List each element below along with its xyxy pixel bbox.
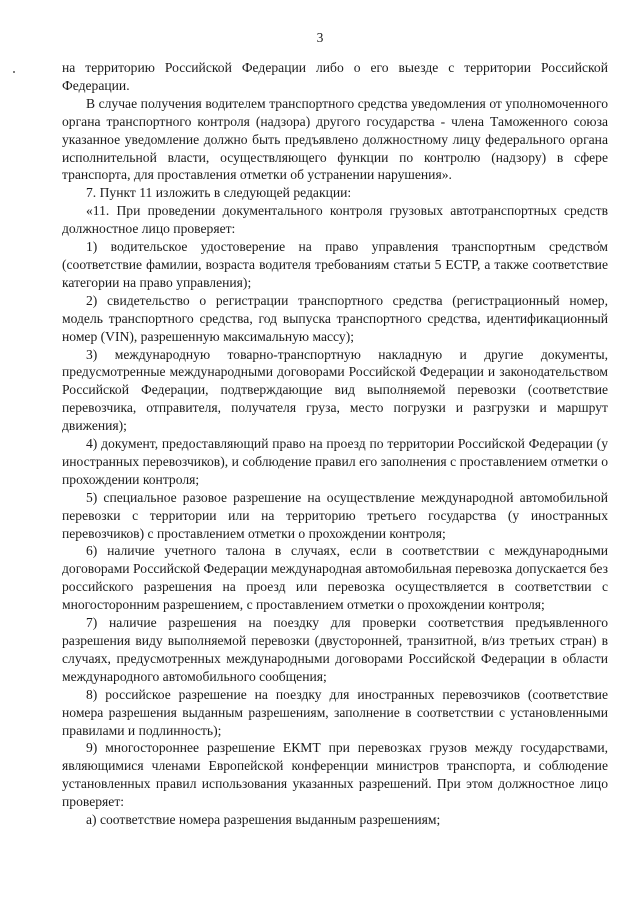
list-item: 4) документ, предоставляющий право на проезд по территории Российской Федерации (у иностранных перевозчиков), и соблюдение правил его заполнения с проставлением отметки о прохождении контроля; — [62, 436, 608, 487]
paragraph: В случае получения водителем транспортного средства уведомления от уполномоченного органа транспортного контроля (надзора) другого государства - члена Таможенного союза указанное уведомление должно быть предъявлено должностному лицу федерального органа исполнительной власти, осуществляющего функции по контролю (надзору) в сфере транспорта, для проставления отметки об устранении нарушения». — [62, 95, 608, 183]
scan-speck — [13, 71, 15, 73]
paragraph: на территорию Российской Федерации либо о его выезде с территории Российской Федерации. — [62, 60, 608, 93]
list-item: 5) специальное разовое разрешение на осуществление международной автомобильной перевозки с территории или на территорию третьего государства (у иностранных перевозчиков) с проставлением отметки о прохождении контроля; — [62, 489, 608, 541]
list-item: а) соответствие номера разрешения выданным разрешениям; — [86, 812, 441, 828]
list-item: 7) наличие разрешения на поездку для проверки соответствия предъявленного разрешения виду выполняемой перевозки (двусторонней, транзитной, в/из третьих стран) в случаях, предусмотренных международными договорами Российской Федерации в области международного автомобильного сообщения; — [62, 615, 608, 684]
list-item: 6) наличие учетного талона в случаях, если в соответствии с международными договорами Российской Федерации международная автомобильная перевозка допускается без российского разрешения на проезд или перевозка осуществляется в соответствии с многосторонним разрешением, с проставлением отметки о прохождении контроля; — [62, 543, 608, 613]
paragraph: «11. При проведении документального контроля грузовых автотранспортных средств должностное лицо проверяет: — [62, 203, 608, 237]
document-body — [62, 59, 608, 829]
list-item: 1) водительское удостоверение на право управления транспортным средством (соответствие фамилии, возраста водителя требованиям статьи 5 ЕСТР, а также соответствие категории на право управления); — [62, 239, 608, 290]
list-item: 9) многостороннее разрешение ЕКМТ при перевозках грузов между государствами, являющимися членами Европейской конференции министров транспорта, и соблюдение установленных правил использования указанных разрешений. При этом должностное лицо проверяет: — [62, 740, 608, 810]
list-item: 8) российское разрешение на поездку для иностранных перевозчиков (соответствие номера разрешения выданным разрешениям, заполнение в соответствии с установленными правилами и подлинность); — [62, 686, 608, 738]
list-item: 2) свидетельство о регистрации транспортного средства (регистрационный номер, модель транспортного средства, год выпуска транспортного средства, идентификационный номер (VIN), разрешенную максимальную массу); — [62, 292, 608, 344]
paragraph: 7. Пункт 11 изложить в следующей редакции: — [86, 185, 352, 201]
page-number: 3 — [316, 30, 324, 45]
list-item: 3) международную товарно-транспортную накладную и другие документы, предусмотренные международными договорами Российской Федерации и законодательством Российской Федерации, подтверждающие вид выполняемой перевозки (соответствие перевозчика, отправителя, получателя груза, место погрузки и разгрузки и маршрут движения); — [62, 346, 608, 434]
